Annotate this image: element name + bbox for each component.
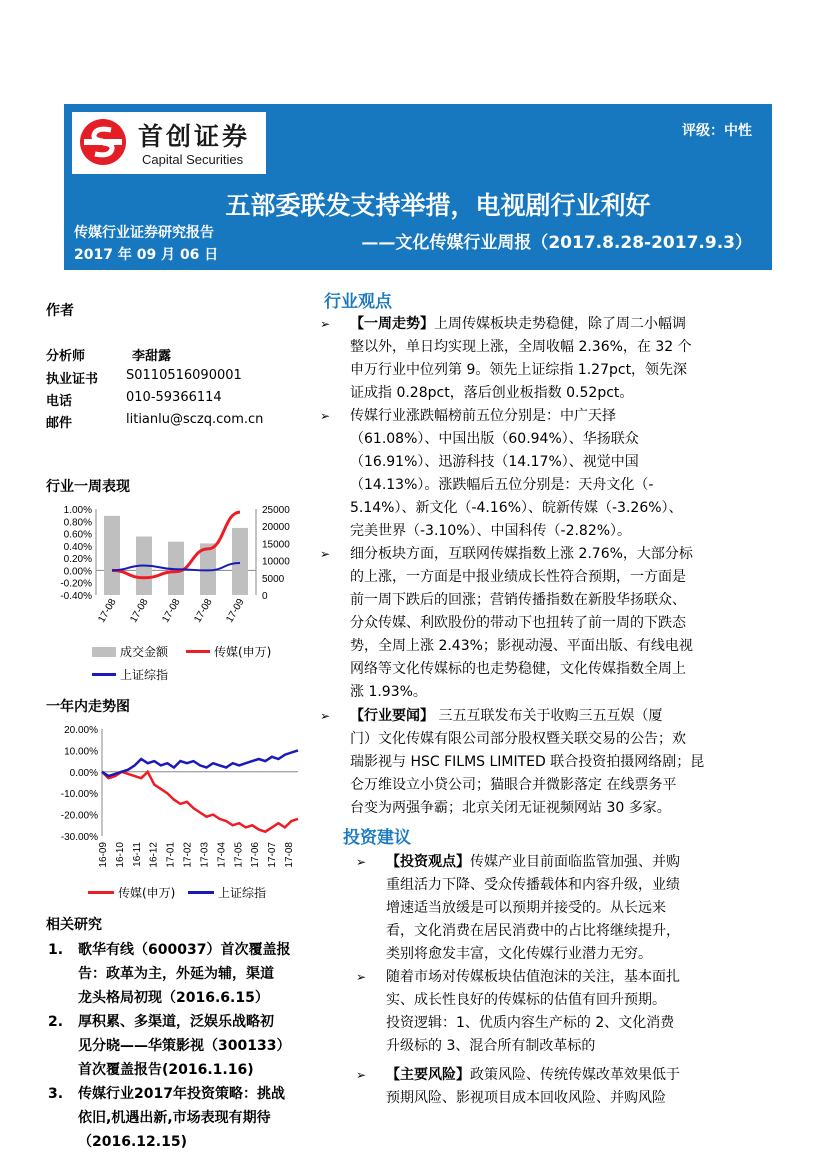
bullet-arrow-icon: ➢: [356, 970, 367, 984]
text-line: （61.08%）、中国出版（60.94%）、华扬联众: [350, 431, 639, 447]
logo-mark-icon: [78, 117, 128, 167]
legend-label: 上证综指: [218, 886, 267, 900]
text-line: 投资逻辑：1、优质内容生产标的 2、文化消费: [386, 1015, 675, 1031]
industry-view-heading: 行业观点: [324, 292, 392, 312]
text-line: 【一周走势】上周传媒板块走势稳健，除了周二小幅调: [350, 316, 686, 332]
right-tick-label: 0: [262, 591, 268, 602]
x-tick-label: 17-08: [284, 842, 295, 868]
legend-swatch-bar: [92, 647, 116, 657]
volume-bar: [104, 516, 120, 595]
author-row: [46, 368, 242, 387]
y-tick-label: 20.00%: [64, 725, 98, 736]
left-tick-label: -0.40%: [60, 591, 92, 602]
x-tick-label: 17-04: [216, 842, 228, 868]
author-value: 010-59366114: [126, 390, 222, 405]
rating-label: 评级：中性: [682, 123, 752, 139]
chart2-legend-sse: [188, 884, 266, 901]
legend-swatch-red: [186, 650, 210, 653]
y-tick-label: -10.00%: [60, 789, 98, 801]
right-tick-label: 10000: [262, 556, 290, 568]
text-line: 门）文化传媒有限公司部分股权暨关联交易的公告；欢: [350, 731, 686, 747]
right-tick-label: 15000: [262, 539, 290, 551]
text-line: 仑万维设立小贷公司；猫眼合并微影落定 在线票务平: [350, 777, 677, 793]
y-tick-label: 10.00%: [64, 746, 98, 758]
bullet-arrow-icon: ➢: [320, 409, 331, 423]
author-key: 电话: [46, 394, 73, 409]
legend-swatch-blue: [188, 891, 214, 894]
text-line: 完美世界（-3.10%）、中国科传（-2.82%）。: [350, 523, 632, 539]
legend-label: 成交金额: [120, 645, 169, 659]
text-line: 瑞影视与 HSC FILMS LIMITED 联合投资拍摄网络剧；昆: [350, 754, 705, 770]
chart1-title: 行业一周表现: [46, 479, 130, 495]
report-title: 五部委联发支持举措，电视剧行业利好: [225, 191, 651, 220]
text-line: 告：政革为主，外延为辅，渠道: [78, 966, 274, 982]
text-line: 申万行业中位列第 9。领先上证综指 1.27pct，领先深: [350, 362, 688, 378]
x-tick-label: 17-01: [165, 842, 177, 868]
text-line: 势，全周上涨 2.43%；影视动漫、平面出版、有线电视: [350, 638, 693, 654]
text-line: 整以外，单日均实现上涨，全周收幅 2.36%，在 32 个: [350, 339, 692, 355]
author-row: [46, 345, 171, 364]
x-tick-label: 17-09: [224, 597, 247, 625]
text-line: 见分晓——华策影视（300133）: [78, 1038, 291, 1054]
x-tick-label: 17-08: [160, 597, 183, 625]
report-type: 传媒行业证券研究报告: [74, 225, 214, 241]
text-line: 【主要风险】政策风险、传统传媒改革效果低于: [386, 1067, 680, 1083]
text-line: 证成指 0.28pct，落后创业板指数 0.52pct。: [350, 385, 634, 401]
volume-bar: [232, 528, 248, 595]
media-index-line: [102, 772, 298, 832]
text-line: 前一周下跌后的回涨；营销传播指数在新股华扬联众、: [350, 592, 686, 608]
x-tick-label: 16-10: [114, 842, 126, 868]
author-key: 邮件: [46, 416, 73, 431]
text-line: 龙头格局初现（2016.6.15）: [78, 990, 269, 1006]
text-line: （16.91%）、迅游科技（14.17%）、视觉中国: [350, 454, 639, 470]
bullet-text: [386, 966, 756, 1058]
related-item-number: 2.: [48, 1014, 64, 1030]
bullet-text: [350, 313, 760, 405]
logo-en-text: Capital Securities: [142, 152, 244, 167]
author-heading: 作者: [46, 303, 74, 319]
text-line: 细分板块方面，互联网传媒指数上涨 2.76%，大部分标: [350, 546, 693, 562]
bullet-lead: 【一周走势】: [350, 316, 434, 332]
right-tick-label: 5000: [262, 573, 285, 585]
left-tick-label: 1.00%: [63, 505, 92, 516]
legend-swatch-red: [88, 891, 114, 894]
text-line: 实、成长性良好的传媒标的估值有回升预期。: [386, 992, 666, 1008]
text-line: 【投资观点】传媒产业目前面临监管加强、并购: [386, 854, 680, 870]
left-tick-label: -0.20%: [60, 578, 92, 590]
text-line: 分众传媒、利欧股份的带动下也扭转了前一周的下跌态: [350, 615, 686, 631]
bullet-text: [350, 543, 760, 704]
related-item-text: [78, 1010, 316, 1082]
bullet-arrow-icon: ➢: [320, 547, 331, 561]
chart1-legend-sse: [92, 666, 168, 683]
bullet-arrow-icon: ➢: [320, 709, 331, 723]
x-tick-label: 17-08: [96, 597, 119, 625]
x-tick-label: 17-03: [199, 842, 211, 868]
left-tick-label: 0.80%: [63, 517, 92, 529]
author-key: 执业证书: [46, 372, 99, 387]
text-line: 歌华有线（600037）首次覆盖报: [78, 942, 291, 958]
text-line: 传媒行业2017年投资策略：挑战: [78, 1086, 285, 1102]
legend-swatch-blue: [92, 673, 116, 676]
text-line: 预期风险、影视项目成本回收风险、并购风险: [386, 1090, 666, 1106]
author-key: 分析师: [46, 349, 86, 364]
author-row: [46, 412, 263, 431]
text-line: 重组活力下降、受众传播载体和内容升级，业绩: [386, 877, 680, 893]
bullet-lead: 【行业要闻】: [350, 708, 434, 724]
text-line: 厚积累、多渠道，泛娱乐战略初: [78, 1014, 274, 1030]
company-logo: [72, 112, 266, 174]
y-tick-label: 0.00%: [69, 767, 98, 779]
text-line: 看，文化消费在居民消费中的占比将继续提升，: [386, 923, 680, 939]
investment-heading: 投资建议: [343, 828, 411, 848]
text-line: 升级标的 3、混合所有制改革标的: [386, 1038, 596, 1054]
bullet-lead: 【投资观点】: [386, 854, 470, 870]
text-line: （14.13%）。涨跌幅后五位分别是：天舟文化（-: [350, 477, 654, 493]
related-heading: 相关研究: [46, 917, 102, 933]
report-subtitle: ——文化传媒行业周报（2017.8.28-2017.9.3）: [361, 233, 752, 253]
logo-cn-text: 首创证券: [138, 122, 251, 151]
bullet-arrow-icon: ➢: [320, 317, 331, 331]
right-tick-label: 25000: [262, 505, 290, 516]
x-tick-label: 17-02: [182, 842, 194, 868]
x-tick-label: 17-08: [192, 597, 215, 625]
bullet-text: [350, 405, 760, 543]
legend-label: 传媒(申万): [118, 886, 176, 900]
chart2-title: 一年内走势图: [46, 699, 130, 715]
report-date: 2017 年 09 月 06 日: [74, 247, 219, 263]
related-item-number: 1.: [48, 942, 64, 958]
text-line: 随着市场对传媒板块估值泡沫的关注，基本面扎: [386, 969, 680, 985]
author-value: 李甜露: [132, 349, 172, 364]
text-line: 的上涨，一方面是中报业绩成长性符合预期，一方面是: [350, 569, 686, 585]
bullet-text: [350, 705, 760, 820]
x-tick-label: 17-08: [128, 597, 151, 625]
text-line: 5.14%）、新文化（-4.16%）、皖新传媒（-3.26%）、: [350, 500, 683, 516]
weekly-performance-chart: [46, 500, 316, 640]
text-line: 网络等文化传媒标的也走势稳健，文化传媒指数全周上: [350, 661, 686, 677]
author-row: [46, 390, 222, 409]
legend-label: 上证综指: [120, 668, 169, 682]
text-line: 类别将愈发丰富，文化传媒行业潜力无穷。: [386, 946, 652, 962]
chart1-legend-media: [186, 643, 271, 660]
related-item-number: 3.: [48, 1086, 64, 1102]
text-line: 【行业要闻】 三五互联发布关于收购三五互娱（厦: [350, 708, 663, 724]
yearly-trend-chart: [46, 720, 316, 880]
x-tick-label: 16-11: [131, 842, 143, 867]
bullet-text: [386, 851, 756, 966]
x-tick-label: 17-06: [250, 842, 262, 868]
text-line: 涨 1.93%。: [350, 684, 427, 700]
bullet-text: [386, 1064, 756, 1110]
text-line: 首次覆盖报告(2016.1.16): [78, 1062, 254, 1078]
text-line: （2016.12.15): [78, 1134, 187, 1150]
legend-label: 传媒(申万): [214, 645, 272, 659]
bullet-arrow-icon: ➢: [356, 1068, 367, 1082]
text-line: 增速适当放缓是可以预期并接受的。从长远来: [386, 900, 666, 916]
bullet-arrow-icon: ➢: [356, 855, 367, 869]
related-item-text: [78, 1082, 316, 1154]
text-line: 传媒行业涨跌幅榜前五位分别是：中广天择: [350, 408, 616, 424]
report-header: [64, 104, 772, 270]
left-tick-label: 0.60%: [63, 529, 92, 541]
left-tick-label: 0.00%: [63, 566, 92, 578]
left-tick-label: 0.20%: [63, 554, 92, 566]
x-tick-label: 17-07: [267, 842, 279, 868]
text-line: 台变为两强争霸；北京关闭无证视频网站 30 多家。: [350, 800, 671, 816]
x-tick-label: 17-05: [233, 842, 245, 868]
left-tick-label: 0.40%: [63, 541, 92, 553]
right-tick-label: 20000: [262, 522, 290, 534]
chart2-legend-media: [88, 884, 175, 901]
x-tick-label: 16-12: [148, 842, 160, 868]
author-value: S0110516090001: [126, 368, 242, 383]
chart1-legend-volume: [92, 643, 168, 660]
y-tick-label: -30.00%: [60, 832, 98, 843]
text-line: 依旧,机遇出新,市场表现有期待: [78, 1110, 271, 1126]
y-tick-label: -20.00%: [60, 810, 98, 822]
x-tick-label: 16-09: [98, 842, 109, 868]
author-value: litianlu@sczq.com.cn: [126, 412, 264, 427]
related-item-text: [78, 938, 316, 1010]
bullet-lead: 【主要风险】: [386, 1067, 470, 1083]
